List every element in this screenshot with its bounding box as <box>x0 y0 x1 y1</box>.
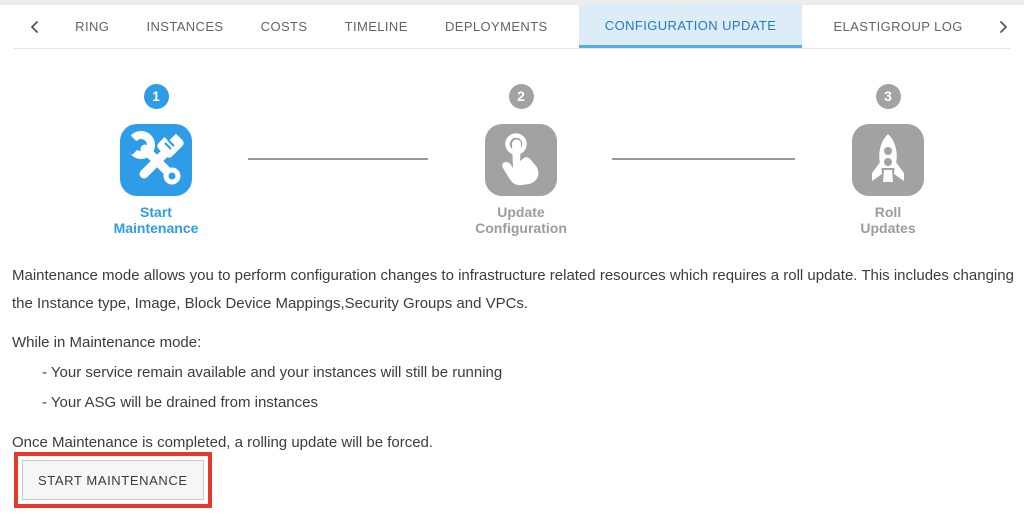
tab-deployments[interactable]: DEPLOYMENTS <box>444 19 548 34</box>
bullet-item: - Your ASG will be drained from instances <box>42 394 318 411</box>
tab-bar <box>0 5 1024 48</box>
rolling-update-note: Once Maintenance is completed, a rolling update will be forced. <box>12 434 434 451</box>
step-number-badge: 2 <box>509 84 534 109</box>
tab-costs[interactable]: COSTS <box>260 19 308 34</box>
tab-elastigroup-log[interactable]: ELASTIGROUP LOG <box>833 19 963 34</box>
wizard-step-roll-updates <box>808 84 968 236</box>
step-number-badge: 3 <box>876 84 901 109</box>
step-label-line2: Configuration <box>475 220 567 236</box>
step-label-line2: Maintenance <box>113 220 199 236</box>
rocket-icon <box>852 124 924 196</box>
tab-configuration-update[interactable]: CONFIGURATION UPDATE <box>579 5 802 48</box>
start-maintenance-button[interactable]: START MAINTENANCE <box>22 460 204 500</box>
step-connector-line <box>248 158 428 160</box>
tabs-scroll-right-button[interactable] <box>994 20 1012 34</box>
step-number-badge: 1 <box>144 84 169 109</box>
maintenance-description <box>12 262 1014 456</box>
wrenches-icon <box>120 124 192 196</box>
chevron-left-icon <box>28 20 42 34</box>
wizard-step-start-maintenance <box>76 84 236 236</box>
cta-area <box>14 452 212 508</box>
tabs-scroll-left-button[interactable] <box>26 20 44 34</box>
step-label-line1: Roll <box>874 204 902 220</box>
tab-ring[interactable]: RING <box>75 19 110 34</box>
maintenance-paragraph: Maintenance mode allows you to perform configuration changes to infrastructure related resources which requires a roll update. This includes changing the Instance type, Image, Block Device Mappings,Security Groups and VPCs. <box>12 267 1014 312</box>
step-label-line2: Updates <box>860 220 916 236</box>
tap-hand-icon <box>485 124 557 196</box>
wizard-step-update-configuration <box>441 84 601 236</box>
step-label-line1: Update <box>497 204 545 220</box>
tab-instances[interactable]: INSTANCES <box>146 19 224 34</box>
chevron-right-icon <box>996 20 1010 34</box>
tab-bar-divider <box>14 48 1010 49</box>
tab-timeline[interactable]: TIMELINE <box>344 19 408 34</box>
bullet-item: - Your service remain available and your instances will still be running <box>42 364 503 381</box>
maintenance-mode-subtitle: While in Maintenance mode: <box>12 334 202 351</box>
step-label-line1: Start <box>140 204 172 220</box>
red-highlight-annotation <box>14 452 212 508</box>
step-connector-line <box>612 158 795 160</box>
